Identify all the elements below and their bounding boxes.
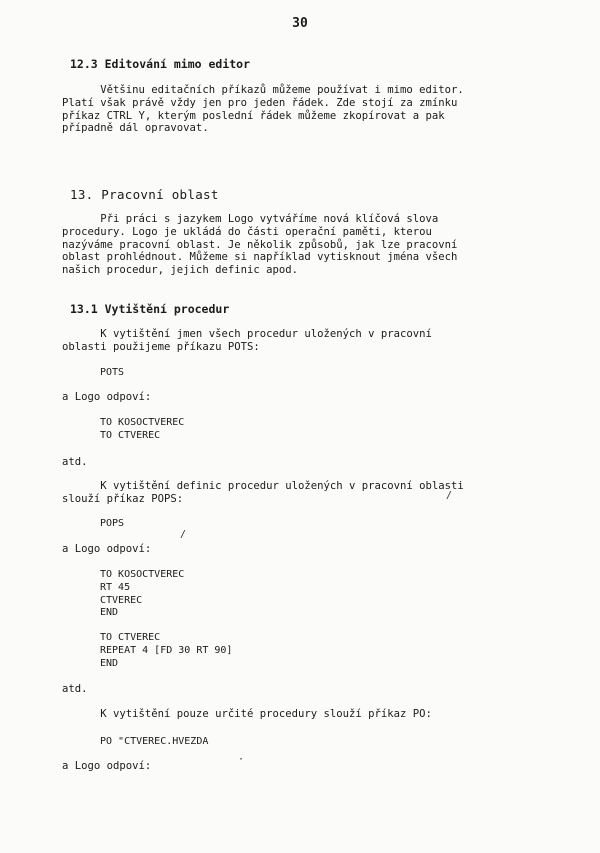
paragraph-line: Při práci s jazykem Logo vytváříme nová klíčová slova bbox=[62, 213, 439, 225]
paragraph-line: oblast prohlédnout. Můžeme si například vytisknout jména všech bbox=[62, 251, 458, 264]
code-line: END bbox=[100, 607, 119, 619]
logo-answers-label: a Logo odpoví: bbox=[62, 543, 152, 555]
logo-answers-label: a Logo odpoví: bbox=[62, 760, 152, 772]
paragraph-line: případně dál opravovat. bbox=[62, 122, 209, 135]
paragraph-line: oblasti použijeme příkazu POTS: bbox=[62, 340, 260, 353]
code-line: POTS bbox=[100, 367, 125, 378]
etc-label: atd. bbox=[62, 456, 88, 468]
pops-output-block-2 bbox=[100, 632, 232, 670]
paragraph-line: K vytištění jmen všech procedur uložených v pracovní bbox=[62, 328, 432, 340]
code-line: TO KOSOCTVEREC bbox=[100, 417, 185, 428]
code-line: POPS bbox=[100, 518, 125, 529]
code-line: TO CTVEREC bbox=[100, 632, 161, 643]
po-intro-paragraph bbox=[62, 708, 537, 721]
section-12-3-paragraph bbox=[62, 84, 537, 135]
section-13-heading: 13. Pracovní oblast bbox=[70, 187, 219, 202]
po-command bbox=[100, 736, 208, 749]
pots-command bbox=[100, 367, 124, 380]
stray-mark: / bbox=[446, 490, 453, 501]
pots-output bbox=[100, 417, 184, 443]
pops-command bbox=[100, 518, 124, 531]
section-13-1-heading: 13.1 Vytištění procedur bbox=[70, 302, 230, 316]
code-line: PO "CTVEREC.HVEZDA bbox=[100, 736, 209, 747]
code-line: CTVEREC bbox=[100, 594, 143, 606]
page-number: 30 bbox=[292, 16, 308, 31]
stray-mark: / bbox=[180, 529, 187, 540]
paragraph-line: K vytištění pouze určité procedury slouží příkaz PO: bbox=[62, 708, 432, 720]
section-13-paragraph bbox=[62, 213, 537, 277]
code-line: END bbox=[100, 657, 119, 669]
etc-label: atd. bbox=[62, 683, 88, 695]
pops-output-block-1 bbox=[100, 569, 184, 620]
paragraph-line: K vytištění definic procedur uložených v pracovní oblasti bbox=[62, 480, 464, 492]
paragraph-line: našich procedur, jejich definic apod. bbox=[62, 264, 298, 277]
paragraph-line: Platí však právě vždy jen pro jeden řádek. Zde stojí za zmínku bbox=[62, 96, 458, 109]
paragraph-line: nazýváme pracovní oblast. Je několik způsobů, jak lze pracovní bbox=[62, 238, 458, 251]
paragraph-line: slouží příkaz POPS: bbox=[62, 492, 184, 505]
paragraph-line: příkaz CTRL Y, kterým poslední řádek můžeme zkopírovat a pak bbox=[62, 109, 445, 122]
code-line: RT 45 bbox=[100, 581, 131, 593]
paragraph-line: Většinu editačních příkazů můžeme používat i mimo editor. bbox=[62, 84, 464, 96]
section-12-3-heading: 12.3 Editování mimo editor bbox=[70, 57, 251, 71]
code-line: TO CTVEREC bbox=[100, 429, 161, 441]
code-line: REPEAT 4 [FD 30 RT 90] bbox=[100, 644, 233, 656]
logo-answers-label: a Logo odpoví: bbox=[62, 391, 152, 403]
paragraph-line: procedury. Logo je ukládá do části operační paměti, kterou bbox=[62, 225, 432, 238]
stray-dot: · bbox=[238, 754, 245, 765]
code-line: TO KOSOCTVEREC bbox=[100, 569, 185, 580]
pots-intro-paragraph bbox=[62, 328, 537, 354]
pops-intro-paragraph bbox=[62, 480, 537, 506]
